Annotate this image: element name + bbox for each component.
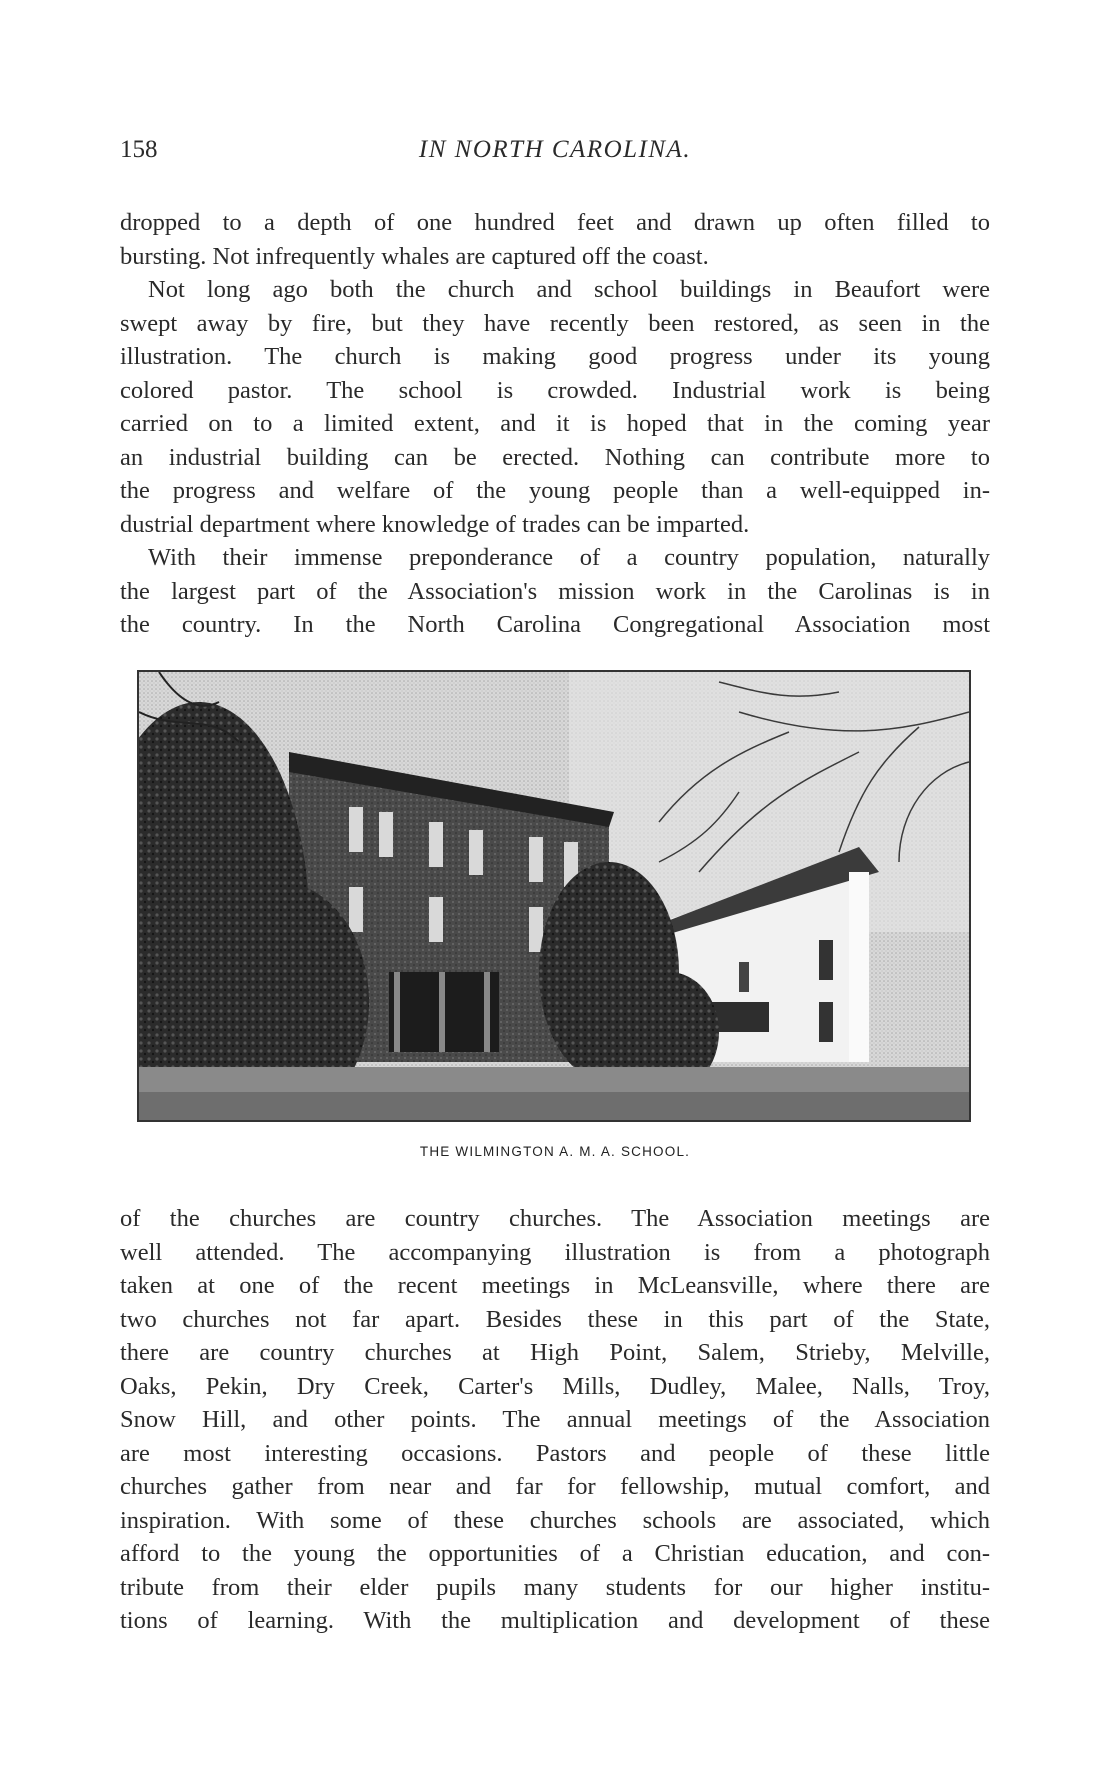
body-text-bottom xyxy=(120,1202,990,1638)
body-text-top xyxy=(120,206,990,642)
text-line: Oaks, Pekin, Dry Creek, Carter's Mills, Dudley, Malee, Nalls, Troy, xyxy=(120,1372,990,1400)
photograph-illustration xyxy=(139,672,969,1120)
text-line: dustrial department where knowledge of trades can be imparted. xyxy=(120,510,750,538)
text-line: swept away by fire, but they have recently been restored, as seen in the xyxy=(120,309,990,337)
text-line: are most interesting occasions. Pastors and people of these little xyxy=(120,1439,990,1467)
text-line: churches gather from near and far for fellowship, mutual comfort, and xyxy=(120,1473,990,1500)
text-line: illustration. The church is making good progress under its young xyxy=(120,343,990,370)
text-line: two churches not far apart. Besides these in this part of the State, xyxy=(120,1305,990,1333)
text-line: inspiration. With some of these churches schools are associated, which xyxy=(120,1506,990,1534)
text-line: the progress and welfare of the young people than a well-equipped in- xyxy=(120,477,990,504)
text-line: Not long ago both the church and school buildings in Beaufort were xyxy=(148,276,990,303)
text-line: bursting. Not infrequently whales are captured off the coast. xyxy=(120,242,709,270)
text-line: taken at one of the recent meetings in McLeansville, where there are xyxy=(120,1272,990,1299)
figure-caption: THE WILMINGTON A. M. A. SCHOOL. xyxy=(419,1144,691,1159)
page-header xyxy=(120,136,990,172)
text-line: of the churches are country churches. The Association meetings are xyxy=(120,1205,990,1232)
school-photograph xyxy=(137,670,971,1122)
text-line: dropped to a depth of one hundred feet and drawn up often filled to xyxy=(120,209,990,236)
text-line: afford to the young the opportunities of a Christian education, and con- xyxy=(120,1540,990,1567)
text-line: there are country churches at High Point, Salem, Strieby, Melville, xyxy=(120,1339,990,1366)
text-line: With their immense preponderance of a country population, naturally xyxy=(148,544,990,571)
running-head: IN NORTH CAROLINA. xyxy=(418,136,692,163)
text-line: an industrial building can be erected. Nothing can contribute more to xyxy=(120,443,990,471)
text-line: Snow Hill, and other points. The annual meetings of the Association xyxy=(120,1406,990,1433)
text-line: tribute from their elder pupils many students for our higher institu- xyxy=(120,1573,990,1601)
text-line: colored pastor. The school is crowded. Industrial work is being xyxy=(120,376,990,404)
text-line: carried on to a limited extent, and it is hoped that in the coming year xyxy=(120,410,990,437)
text-line: the country. In the North Carolina Congregational Association most xyxy=(120,611,990,638)
text-line: well attended. The accompanying illustration is from a photograph xyxy=(120,1238,990,1266)
page-number: 158 xyxy=(120,136,158,163)
text-line: tions of learning. With the multiplication and development of these xyxy=(120,1607,990,1634)
text-line: the largest part of the Association's mission work in the Carolinas is in xyxy=(120,577,990,605)
